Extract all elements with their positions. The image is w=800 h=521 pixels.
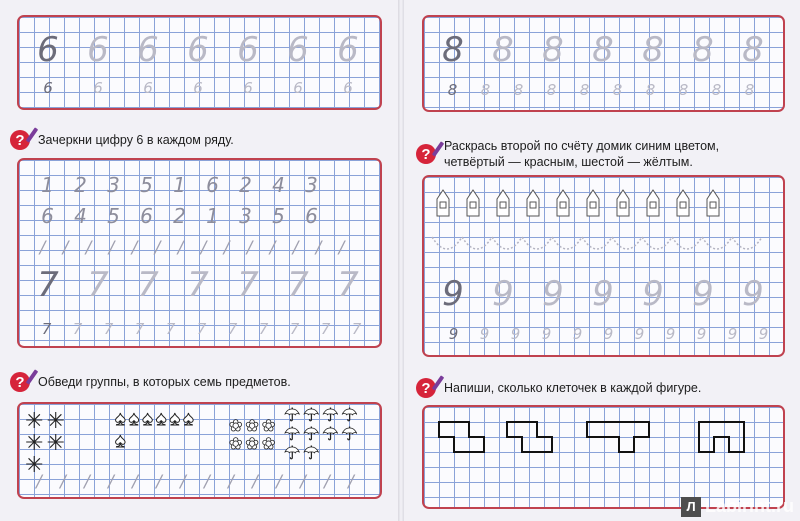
digit-cell: 3: [305, 173, 318, 197]
digit-cell: 5: [140, 173, 153, 197]
stroke-mark: /: [156, 472, 162, 492]
question-pencil-icon: ?: [416, 144, 436, 164]
digit-cell: 3: [239, 204, 252, 228]
digit-cell: 6: [337, 30, 359, 70]
digit-cell: 7: [351, 320, 362, 338]
digit-cell: 8: [744, 81, 755, 99]
cell-shapes: [424, 407, 785, 509]
digit-cell: 7: [196, 320, 207, 338]
digit-cell: 8: [579, 81, 590, 99]
stroke-mark: /: [60, 472, 66, 492]
mushroom-icon: ♠: [115, 408, 126, 430]
digit-cell: 9: [603, 325, 614, 343]
digit-cell: 6: [140, 204, 153, 228]
digit-cell: 9: [572, 325, 583, 343]
digit-cell: 8: [711, 81, 722, 99]
stroke-mark: /: [269, 238, 276, 258]
shape-4: [699, 422, 744, 452]
small-six-row: [23, 79, 373, 97]
stroke-mark: /: [154, 238, 161, 258]
mushroom-icon: ♠: [155, 408, 167, 430]
stroke-mark: /: [62, 238, 69, 258]
digit-cell: 6: [243, 79, 253, 97]
digit-cell: 7: [187, 265, 209, 305]
big-nine-row: [428, 275, 778, 313]
star-icon: ✳: [46, 430, 65, 455]
digit-cell: 7: [87, 265, 109, 305]
digit-cell: 9: [542, 274, 564, 314]
digit-cell: 8: [480, 81, 491, 99]
mushroom-icon: ♠: [128, 408, 140, 430]
digit-cell: 8: [546, 81, 557, 99]
digit-cell: 1: [206, 204, 219, 228]
stroke-mark: /: [348, 472, 354, 492]
digit-cell: 8: [642, 30, 664, 70]
digit-cell: 7: [320, 320, 331, 338]
stroke-mark: /: [84, 472, 90, 492]
watermark-text: Labirint.ru: [705, 496, 794, 516]
digit-cell: 9: [696, 325, 707, 343]
flower-icon: ✿: [229, 436, 243, 453]
labirint-logo-icon: Л: [681, 497, 701, 517]
left-top-digit-grid: [17, 15, 382, 110]
house-icon[interactable]: [496, 189, 510, 215]
shape-2: [507, 422, 552, 452]
question-pencil-icon: ?: [10, 130, 30, 150]
stroke-mark: /: [276, 472, 282, 492]
digit-cell: 6: [41, 204, 54, 228]
digit-cell: 9: [479, 325, 490, 343]
flower-icon: ✿: [229, 418, 243, 435]
question-pencil-icon: ?: [10, 372, 30, 392]
flower-icon: ✿: [261, 418, 276, 435]
digit-cell: 6: [343, 79, 353, 97]
digit-cell: 9: [692, 274, 714, 314]
question-pencil-icon: ?: [416, 378, 436, 398]
mushroom-icon: ♠: [115, 430, 126, 452]
big-seven-row: [23, 266, 373, 304]
digit-cell: 8: [492, 30, 514, 70]
digit-cell: 6: [143, 79, 153, 97]
digit-cell: 8: [742, 30, 764, 70]
shape-1: [439, 422, 484, 452]
digit-cell: 9: [727, 325, 738, 343]
digit-cell: 8: [513, 81, 524, 99]
stroke-mark: /: [246, 238, 253, 258]
digit-cell: 1: [173, 173, 186, 197]
stroke-mark: /: [300, 472, 306, 492]
digit-cell: 7: [103, 320, 114, 338]
task-text: Раскрась второй по счёту домик синим цветом, четвёртый — красным, шестой — жёлтым.: [444, 139, 720, 169]
small-nine-row: [438, 325, 779, 343]
digit-cell: 3: [107, 173, 120, 197]
digit-cell: 6: [206, 173, 219, 197]
house-icon[interactable]: [616, 189, 630, 215]
digit-cell: 6: [93, 79, 103, 97]
house-icon[interactable]: [706, 189, 720, 215]
task-text: Зачеркни цифру 6 в каждом ряду.: [38, 133, 234, 147]
stroke-mark: /: [338, 238, 345, 258]
digit-cell: 7: [287, 265, 309, 305]
digit-cell: 8: [692, 30, 714, 70]
digit-cell: 6: [37, 30, 59, 70]
task-color-houses: [416, 138, 719, 170]
digit-cell: 9: [634, 325, 645, 343]
umbrella-icon: ☂: [303, 405, 320, 425]
digit-cell: 7: [41, 320, 52, 338]
star-icon: ✳: [25, 430, 44, 455]
house-icon[interactable]: [526, 189, 540, 215]
stroke-mark: /: [324, 472, 330, 492]
digit-cell: 8: [612, 81, 623, 99]
digit-cell: 6: [305, 204, 318, 228]
flower-icon: ✿: [245, 436, 259, 453]
star-icon: ✳: [25, 452, 44, 477]
stroke-mark: /: [85, 238, 92, 258]
house-icon[interactable]: [466, 189, 480, 215]
stroke-mark: /: [132, 472, 138, 492]
task-circle-seven-groups: [10, 372, 291, 392]
house-icon[interactable]: [586, 189, 600, 215]
arches-row: [424, 235, 785, 265]
left-groups-grid: [17, 402, 382, 499]
big-six-row: [23, 31, 373, 69]
task-count-cells: [416, 378, 701, 398]
digit-cell: 6: [43, 79, 53, 97]
house-icon[interactable]: [556, 189, 570, 215]
digit-cell: 2: [173, 204, 186, 228]
task-text: Напиши, сколько клеточек в каждой фигуре.: [444, 381, 702, 395]
digit-cell: 9: [665, 325, 676, 343]
small-eight-row: [436, 81, 766, 99]
umbrella-icon: ☂: [284, 443, 301, 463]
flowers-group: [229, 418, 281, 454]
digits-row-1: [31, 173, 328, 197]
stroke-mark: /: [315, 238, 322, 258]
digit-cell: 7: [134, 320, 145, 338]
digit-cell: 8: [542, 30, 564, 70]
stroke-mark: /: [252, 472, 258, 492]
watermark: [681, 496, 794, 517]
house-icon[interactable]: [676, 189, 690, 215]
digit-cell: 6: [187, 30, 209, 70]
digit-cell: 2: [239, 173, 252, 197]
digit-cell: 8: [442, 30, 464, 70]
stroke-mark: /: [131, 238, 138, 258]
stroke-mark: /: [200, 238, 207, 258]
digit-cell: 5: [272, 204, 285, 228]
digit-cell: 9: [442, 274, 464, 314]
digit-cell: 6: [287, 30, 309, 70]
digit-cell: 7: [227, 320, 238, 338]
task-text: Обведи группы, в которых семь предметов.: [38, 375, 291, 389]
left-digits-grid: [17, 158, 382, 348]
stroke-mark: /: [39, 238, 46, 258]
digit-cell: 6: [87, 30, 109, 70]
digit-cell: 8: [592, 30, 614, 70]
umbrella-icon: ☂: [303, 443, 320, 463]
digits-row-2: [31, 204, 328, 228]
mushroom-icon: ♠: [169, 408, 181, 430]
umbrella-icon: ☂: [322, 424, 339, 444]
stroke-mark: /: [292, 238, 299, 258]
digit-cell: 9: [510, 325, 521, 343]
strokes-row: [31, 238, 353, 258]
star-icon: ✳: [25, 408, 44, 433]
digit-cell: 4: [272, 173, 285, 197]
task-cross-out-six: [10, 130, 234, 150]
stars-group: [25, 410, 85, 476]
digit-cell: 7: [137, 265, 159, 305]
umbrella-icon: ☂: [284, 405, 301, 425]
umbrella-icon: ☂: [322, 405, 339, 425]
house-icon[interactable]: [646, 189, 660, 215]
stroke-mark: /: [228, 472, 234, 492]
stroke-mark: /: [180, 472, 186, 492]
digit-cell: 1: [41, 173, 54, 197]
digit-cell: 7: [237, 265, 259, 305]
umbrellas-group: [284, 406, 379, 463]
strokes-row: [27, 472, 363, 492]
digit-cell: 6: [293, 79, 303, 97]
digit-cell: 9: [592, 274, 614, 314]
digit-cell: 8: [645, 81, 656, 99]
house-icon[interactable]: [436, 189, 450, 215]
stroke-mark: /: [36, 472, 42, 492]
mushroom-icon: ♠: [183, 408, 194, 430]
houses-grid: [422, 175, 785, 357]
digit-cell: 5: [107, 204, 120, 228]
umbrella-icon: ☂: [341, 424, 358, 444]
umbrella-icon: ☂: [303, 424, 320, 444]
digit-cell: 9: [541, 325, 552, 343]
digit-cell: 7: [37, 265, 59, 305]
stroke-mark: /: [204, 472, 210, 492]
umbrella-icon: ☂: [284, 424, 301, 444]
stroke-mark: /: [223, 238, 230, 258]
digit-cell: 7: [165, 320, 176, 338]
digit-cell: 8: [447, 81, 458, 99]
stroke-mark: /: [108, 472, 114, 492]
digit-cell: 7: [337, 265, 359, 305]
digit-cell: 9: [448, 325, 459, 343]
right-top-digit-grid: [422, 15, 785, 112]
digit-cell: 9: [742, 274, 764, 314]
digit-cell: 4: [74, 204, 87, 228]
mushrooms-group: [115, 408, 205, 452]
digit-cell: 6: [193, 79, 203, 97]
digit-cell: 6: [137, 30, 159, 70]
book-spine: [398, 0, 404, 521]
digit-cell: 6: [237, 30, 259, 70]
digit-cell: 9: [758, 325, 769, 343]
big-eight-row: [428, 31, 778, 69]
digit-cell: 9: [492, 274, 514, 314]
umbrella-icon: ☂: [341, 405, 358, 425]
flower-icon: ✿: [261, 436, 276, 453]
mushroom-icon: ♠: [142, 408, 153, 430]
shape-3: [587, 422, 649, 452]
shapes-grid: [422, 405, 785, 509]
digit-cell: 7: [258, 320, 269, 338]
stroke-mark: /: [108, 238, 115, 258]
digit-cell: 9: [642, 274, 664, 314]
flower-icon: ✿: [245, 418, 259, 435]
digit-cell: 8: [678, 81, 689, 99]
stroke-mark: /: [177, 238, 184, 258]
star-icon: ✳: [46, 408, 65, 433]
digit-cell: 7: [289, 320, 300, 338]
digit-cell: 7: [72, 320, 83, 338]
houses-row: [424, 189, 785, 219]
digit-cell: 2: [74, 173, 87, 197]
small-seven-row: [31, 320, 372, 338]
